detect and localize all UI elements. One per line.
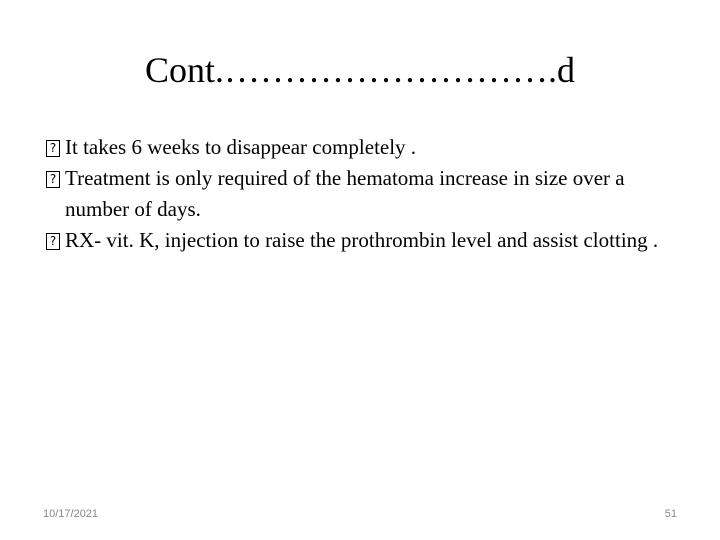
- bullet-text: It takes 6 weeks to disappear completely .: [65, 135, 417, 159]
- footer-date: 10/17/2021: [43, 508, 99, 520]
- slide-title: Cont.……………………….d: [144, 50, 575, 90]
- missing-glyph-icon: [46, 171, 60, 188]
- bullet-text: Treatment is only required of the hematoma increase in size over a number of days.: [65, 166, 625, 221]
- missing-glyph-icon: [46, 140, 60, 157]
- bullet-item: [46, 163, 686, 225]
- bullet-item: [46, 132, 686, 163]
- bullet-list: [46, 132, 686, 256]
- bullet-text: RX- vit. K, injection to raise the prothrombin level and assist clotting .: [65, 228, 659, 252]
- missing-glyph-icon: [46, 233, 60, 250]
- slide-number: 51: [664, 508, 677, 520]
- bullet-item: [46, 225, 686, 256]
